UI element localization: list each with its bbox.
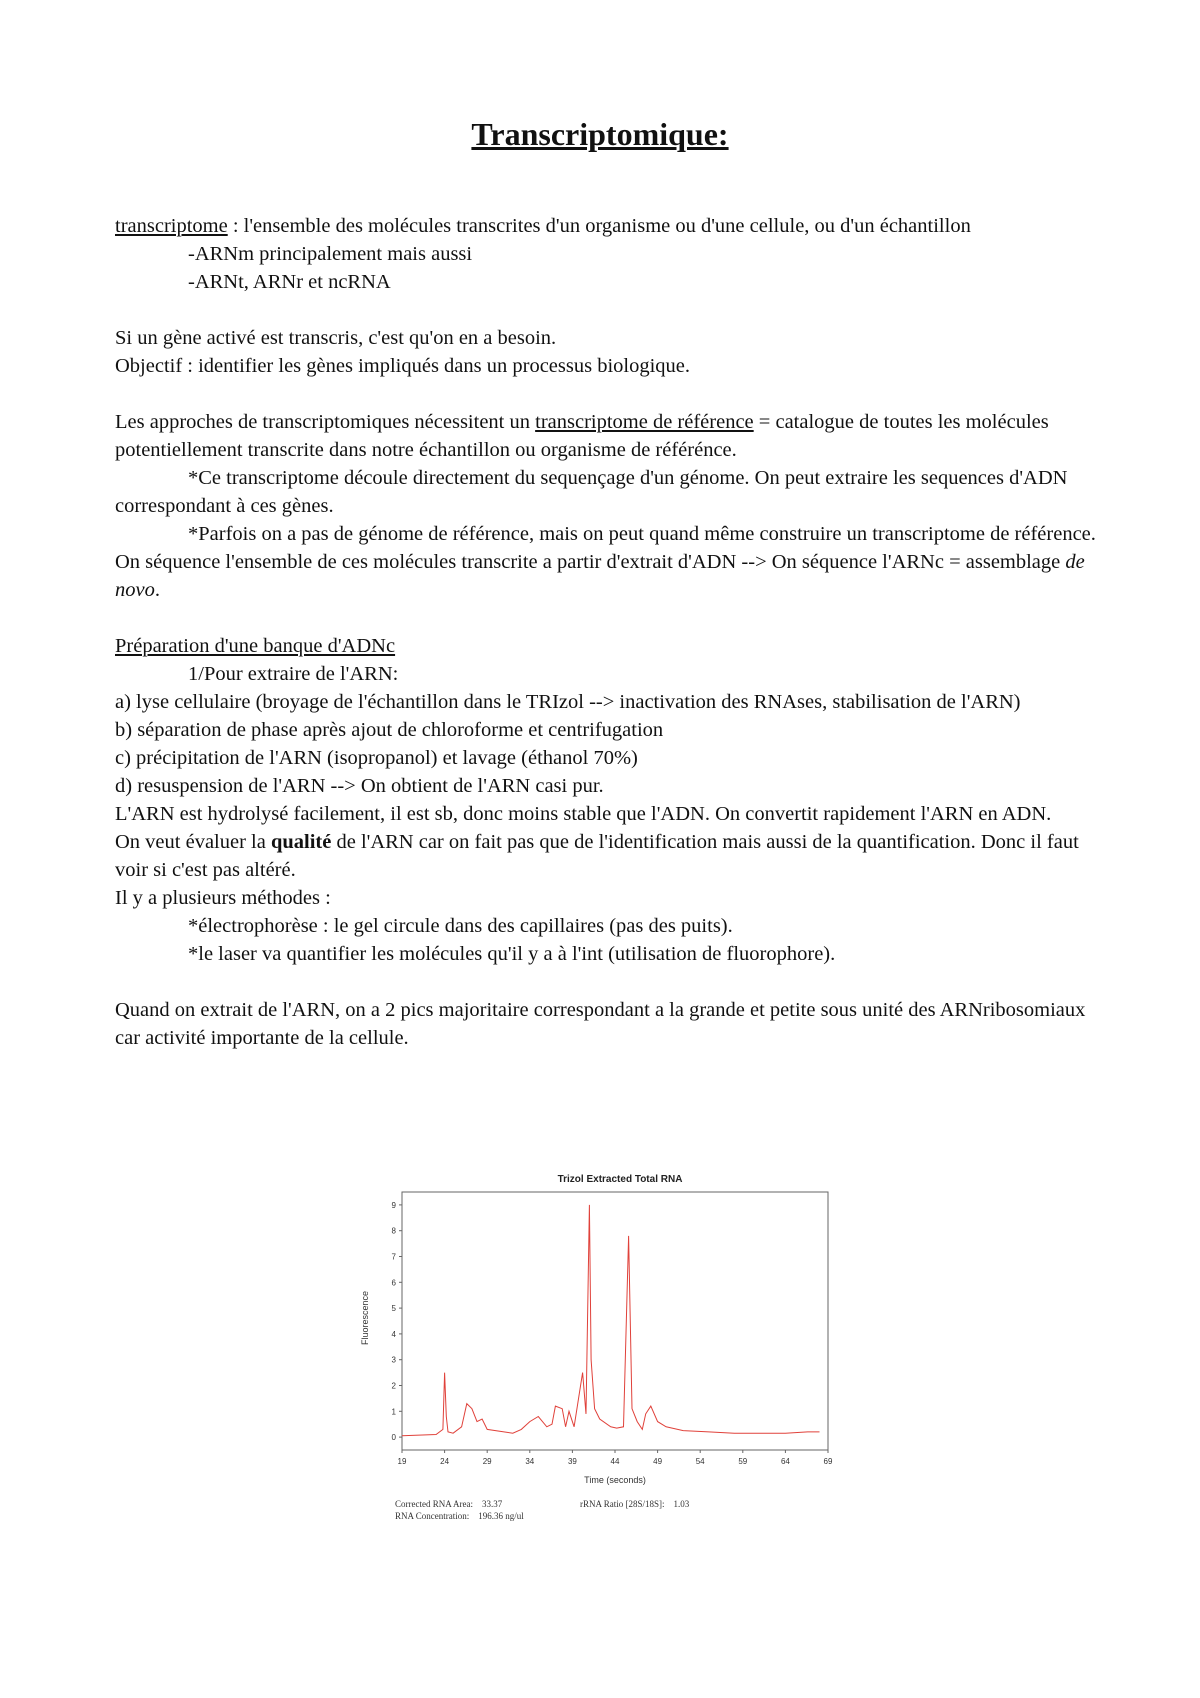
methods-intro: Il y a plusieurs méthodes :: [115, 887, 331, 909]
definition-paragraph: [115, 212, 1105, 240]
step-item: c) précipitation de l'ARN (isopropanol) et lavage (éthanol 70%): [115, 747, 638, 769]
x-tick-label: 69: [823, 1457, 833, 1466]
fluorescence-trace: [402, 1205, 820, 1436]
document-body: [115, 212, 1105, 1052]
stat-value: 196.36 ng/ul: [478, 1511, 524, 1521]
plot-area: [402, 1192, 828, 1450]
quality-paragraph: [115, 828, 1105, 884]
y-tick-label: 9: [391, 1200, 396, 1210]
chart-title: Trizol Extracted Total RNA: [557, 1174, 683, 1185]
stat-row: [395, 1498, 502, 1510]
x-tick-label: 39: [567, 1457, 577, 1466]
approaches-lead: Les approches de transcriptomiques nécessitent un: [115, 411, 536, 433]
de-novo-text: de novo: [115, 551, 1085, 601]
x-axis: [398, 1450, 833, 1466]
quality-rest: de l'ARN car on fait pas que de l'identification mais aussi de la quantification. Donc il faut voir si c'est pas altéré.: [115, 831, 1079, 881]
x-tick-label: 29: [482, 1457, 492, 1466]
y-tick-label: 0: [391, 1433, 396, 1443]
method-item: *le laser va quantifier les molécules qu'il y a à l'int (utilisation de fluorophore).: [188, 943, 836, 965]
electropherogram-figure: [350, 1168, 870, 1568]
approaches-rest: = catalogue de toutes les molécules potentiellement transcrite dans notre échantillon ou organisme de référénce.: [115, 411, 1049, 461]
stat-value: 33.37: [481, 1499, 503, 1509]
definition-term: transcriptome: [115, 215, 228, 237]
y-tick-label: 5: [391, 1304, 396, 1314]
x-tick-label: 24: [440, 1457, 450, 1466]
page-title: Transcriptomique:: [471, 116, 729, 152]
y-axis: [392, 1201, 402, 1442]
x-tick-label: 19: [397, 1457, 407, 1466]
section-heading: Préparation d'une banque d'ADNc: [115, 635, 396, 657]
quality-lead: On veut évaluer la: [115, 831, 271, 853]
approaches-point: [115, 520, 1105, 604]
definition-text: : l'ensemble des molécules transcrites d'un organisme ou d'une cellule, ou d'un échantillon: [227, 215, 971, 237]
hydrolysis-note: L'ARN est hydrolysé facilement, il est sb, donc moins stable que l'ADN. On convertit rapidement l'ARN en ADN.: [115, 803, 1052, 825]
gene-sentence: Si un gène activé est transcris, c'est qu'on en a besoin.: [115, 327, 557, 349]
definition-item: -ARNt, ARNr et ncRNA: [188, 271, 391, 293]
peaks-paragraph: Quand on extrait de l'ARN, on a 2 pics majoritaire correspondant a la grande et petite sous unité des ARNribosomiaux car activité importante de la cellule.: [115, 999, 1086, 1049]
objective-sentence: Objectif : identifier les gènes impliqués dans un processus biologique.: [115, 355, 691, 377]
stat-label: rRNA Ratio [28S/18S]:: [580, 1499, 665, 1509]
y-axis-label: Fluorescence: [360, 1290, 370, 1346]
definition-item: -ARNm principalement mais aussi: [188, 243, 473, 265]
step-item: b) séparation de phase après ajout de chloroforme et centrifugation: [115, 719, 664, 741]
x-tick-label: 34: [525, 1457, 535, 1466]
stat-label: Corrected RNA Area:: [395, 1499, 473, 1509]
approaches-paragraph: [115, 408, 1105, 464]
y-tick-label: 8: [391, 1226, 396, 1236]
stat-label: RNA Concentration:: [395, 1511, 470, 1521]
y-tick-label: 2: [391, 1381, 396, 1391]
x-axis-label: Time (seconds): [584, 1475, 646, 1485]
x-tick-label: 64: [780, 1457, 790, 1466]
x-tick-label: 49: [653, 1457, 663, 1466]
x-tick-label: 54: [695, 1457, 705, 1466]
method-item: *électrophorèse : le gel circule dans des capillaires (pas des puits).: [188, 915, 733, 937]
y-tick-label: 7: [391, 1252, 396, 1262]
approaches-point-text: *Ce transcriptome découle directement du sequençage d'un génome. On peut extraire les sequences d'ADN correspondant à ces gènes.: [115, 467, 1068, 517]
section-subheading: 1/Pour extraire de l'ARN:: [188, 663, 399, 685]
approaches-point: [115, 464, 1105, 520]
approaches-point-end: .: [154, 579, 160, 601]
x-tick-label: 59: [738, 1457, 748, 1466]
step-item: a) lyse cellulaire (broyage de l'échantillon dans le TRIzol --> inactivation des RNAses, stabilisation de l'ARN): [115, 691, 1021, 713]
x-tick-label: 44: [610, 1457, 620, 1466]
step-item: d) resuspension de l'ARN --> On obtient de l'ARN casi pur.: [115, 775, 604, 797]
stat-row: [395, 1510, 524, 1522]
stat-value: 1.03: [673, 1499, 690, 1509]
y-tick-label: 1: [391, 1407, 396, 1417]
stat-row: [580, 1498, 689, 1510]
quality-term: qualité: [270, 831, 332, 853]
reference-term: transcriptome de référence: [535, 411, 754, 433]
electropherogram-chart: [350, 1168, 870, 1498]
y-tick-label: 3: [391, 1355, 396, 1365]
y-tick-label: 4: [391, 1329, 396, 1339]
approaches-point-text: *Parfois on a pas de génome de référence, mais on peut quand même construire un transcriptome de référence. On séquence l'ensemble de ces molécules transcrite a partir d'extrait d'ADN --> On séquence l'ARNc = assemblage: [115, 523, 1096, 573]
y-tick-label: 6: [391, 1278, 396, 1288]
